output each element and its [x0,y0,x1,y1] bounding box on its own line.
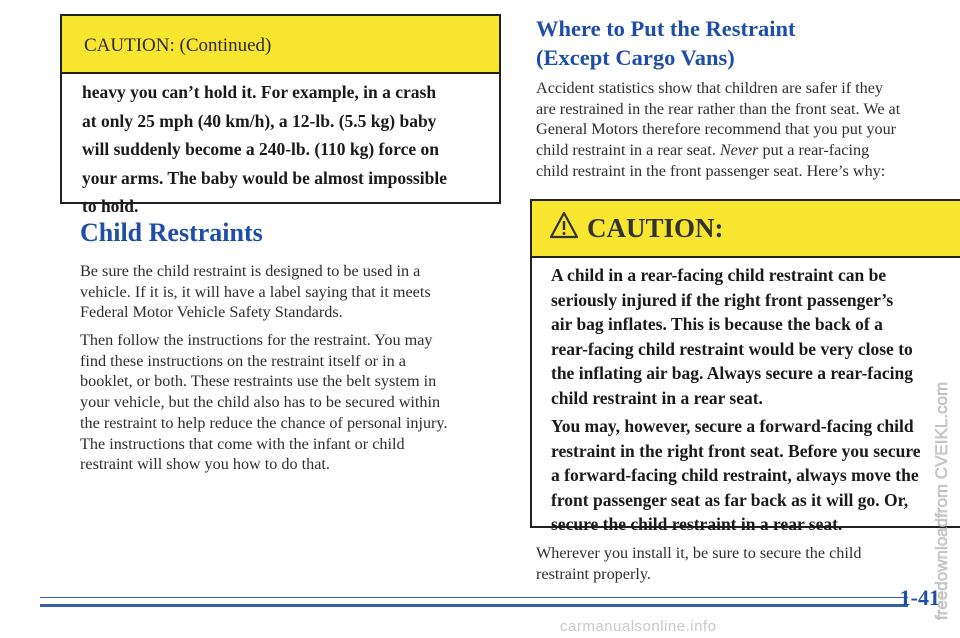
caution-line: will suddenly become a 240-lb. (110 kg) force on [82,139,439,159]
caution-title: CAUTION: [587,213,724,243]
caution-paragraph [551,414,956,537]
caution-line: restraint in the right front seat. Before you secure [551,440,921,461]
caution-line: seriously injured if the right front passenger’s [551,289,894,310]
text-line: Wherever you install it, be sure to secure the child [536,544,862,562]
text-line: restraint will show you how to do that. [80,455,330,474]
caution-line: front passenger seat as far back as it will go. Or, [551,489,909,510]
caution-title: CAUTION: (Continued) [84,35,272,56]
side-watermark-text: freedownloadfrom CVEIKL.com [932,381,951,620]
caution-line: child restraint in a rear seat. [551,387,763,408]
caution-line: to hold. [82,196,139,216]
closing-paragraph [536,543,936,584]
text-line: vehicle. If it is, it will have a label saying that it meets [80,282,431,301]
caution-line: the inflating air bag. Always secure a rear-facing [551,363,913,383]
heading-line: Where to Put the Restraint [536,16,796,41]
warning-triangle-icon [549,211,579,239]
where-to-put-paragraph [536,78,956,182]
page-number: 1-41 [899,585,940,610]
bottom-watermark: carmanualsonline.info [560,618,717,635]
caution-line: secure the child restraint in a rear seat. [551,514,843,534]
text-span: put a rear-facing [758,141,870,160]
text-span: child restraint in a rear seat. [536,141,720,160]
caution-body [551,263,956,537]
caution-line: heavy you can’t hold it. For example, in a crash [82,82,437,102]
emphasis-never: Never [719,141,759,160]
text-line: are restrained in the rear rather than the front seat. We at [536,99,901,118]
text-line: the restraint to help reduce the chance of personal injury. [80,413,448,432]
caution-line: You may, however, secure a forward-facing child [551,416,914,436]
text-line: your vehicle, but the child also has to be secured within [80,393,441,412]
child-restraints-heading: Child Restraints [80,218,263,247]
caution-line: rear-facing child restraint would be very close to [551,338,913,359]
caution-line: A child in a rear-facing child restraint can be [551,265,887,285]
side-watermark [922,228,958,623]
text-line: child restraint in the front passenger seat. Here’s why: [536,161,886,180]
caution-paragraph [551,263,956,410]
text-line: find these instructions on the restraint itself or in a [80,351,406,370]
text-line: Federal Motor Vehicle Safety Standards. [80,303,343,322]
caution-continued-box [60,14,501,216]
caution-body [82,78,492,221]
text-line: The instructions that come with the infant or child [80,434,405,453]
child-restraints-paragraph-2 [80,330,505,475]
caution-line: at only 25 mph (40 km/h), a 12-lb. (5.5 kg) baby [82,110,437,131]
child-restraints-paragraph-1 [80,261,500,323]
caution-line: air bag inflates. This is because the back of a [551,314,883,334]
text-line: booklet, or both. These restraints use the belt system in [80,372,437,391]
footer-rule-thin [40,597,908,598]
caution-line: your arms. The baby would be almost impossible [82,167,447,188]
caution-line: a forward-facing child restraint, always move the [551,465,919,485]
text-line [536,140,956,161]
heading-line: (Except Cargo Vans) [536,45,735,70]
text-line: Then follow the instructions for the restraint. You may [80,331,433,349]
text-line: General Motors therefore recommend that you put your [536,120,897,139]
footer-rule-thick [40,604,908,607]
text-line: restraint properly. [536,564,651,583]
airbag-caution-box [530,199,960,534]
text-line: Be sure the child restraint is designed to be used in a [80,262,421,280]
text-line: Accident statistics show that children are safer if they [536,79,884,97]
where-to-put-heading [536,14,796,72]
